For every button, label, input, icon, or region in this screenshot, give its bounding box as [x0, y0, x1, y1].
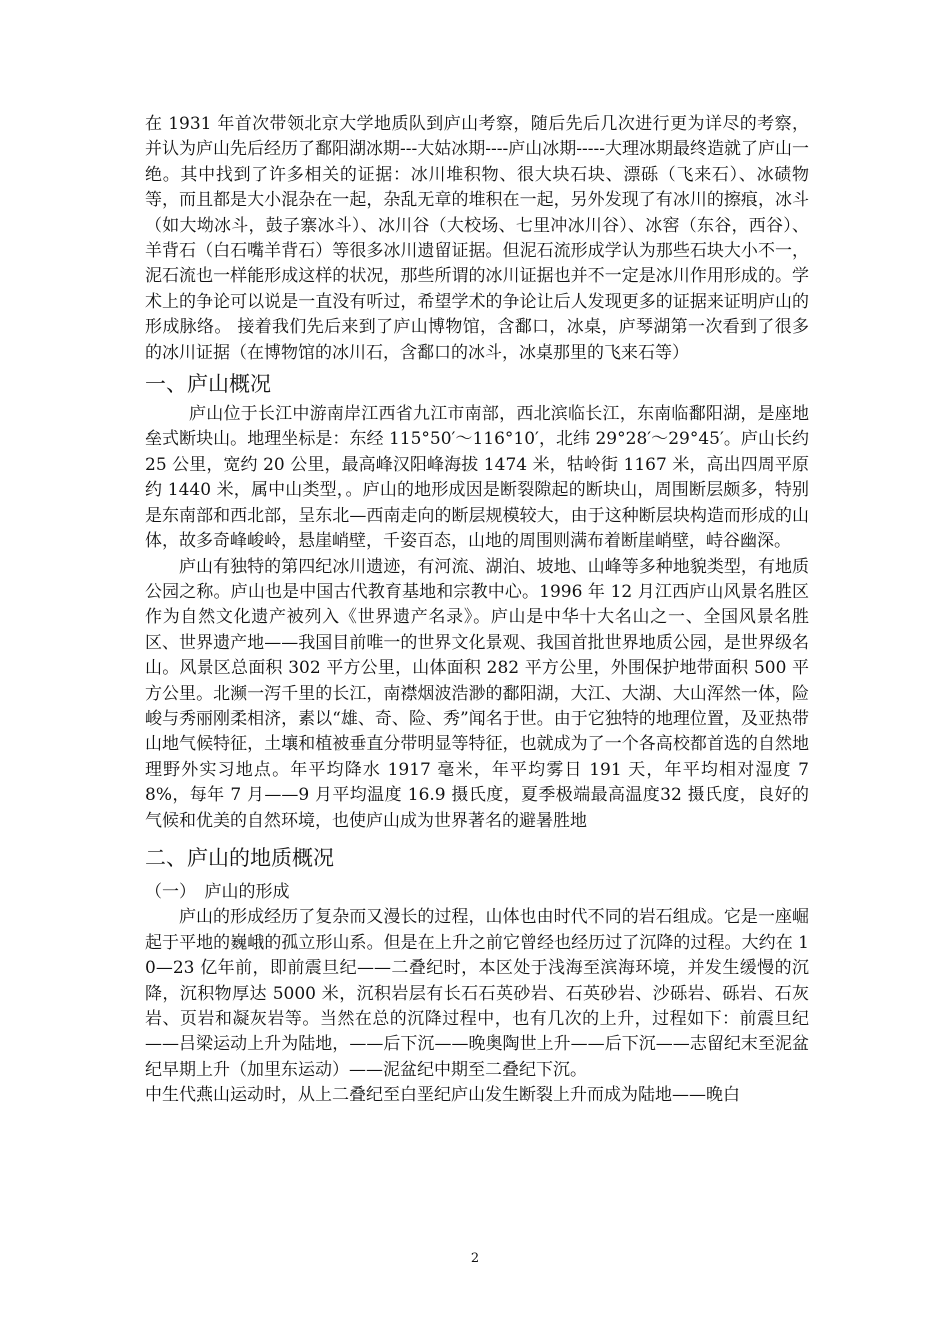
intro-paragraph: 在 1931 年首次带领北京大学地质队到庐山考察，随后先后几次进行更为详尽的考察，并认为庐山先后经历了鄱阳湖冰期---大姑冰期----庐山冰期-----大理冰期最终造就了庐山一绝。其中找到了许多相关的证据：冰川堆积物、很大块石块、漂砾（飞来石）、冰碛物等，而且都是大小混杂在一起，杂乱无章的堆积在一起，另外发现了有冰川的擦痕，冰斗（如大坳冰斗，鼓子寨冰斗）、冰川谷（大校场、七里冲冰川谷）、冰窖（东谷，西谷）、羊背石（白石嘴羊背石）等很多冰川遗留证据。但泥石流形成学认为那些石块大小不一，泥石流也一样能形成这样的状况，那些所谓的冰川证据也并不一定是冰川作用形成的。学术上的争论可以说是一直没有听过，希望学术的争论让后人发现更多的证据来证明庐山的形成脉络。 接着我们先后来到了庐山博物馆，含鄱口，冰桌，庐琴湖第一次看到了很多的冰川证据（在博物馆的冰川石，含鄱口的冰斗，冰桌那里的飞来石等） [145, 114, 809, 363]
page-number: 2 [470, 1251, 480, 1266]
section-1-paragraph-2: 庐山有独特的第四纪冰川遗迹，有河流、湖泊、坡地、山峰等多种地貌类型，有地质公园之称。庐山也是中国古代教育基地和宗教中心。1996 年 12 月江西庐山风景名胜区作为自然文化遗产被列入《世界遗产名录》。庐山是中华十大名山之一、全国风景名胜区、世界遗产地——我国目前唯一的世界文化景观、我国首批世界地质公园，是世界级名山。风景区总面积 302 平方公里，山体面积 282 平方公里，外围保护地带面积 500 平方公里。北濒一泻千里的长江，南襟烟波浩渺的鄱阳湖，大江、大湖、大山浑然一体，险峻与秀丽刚柔相济，素以“雄、奇、险、秀”闻名于世。由于它独特的地理位置，及亚热带山地气候特征，土壤和植被垂直分带明显等特征，也就成为了一个各高校都首选的自然地理野外实习地点。年平均降水 1917 毫米，年平均雾日 191 天，年平均相对湿度 78%，每年 7 月——9 月平均温度 16.9 摄氏度，夏季极端最高温度32 摄氏度，良好的气候和优美的自然环境，也使庐山成为世界著名的避暑胜地 [145, 556, 809, 831]
section-1-paragraph-1: 庐山位于长江中游南岸江西省九江市南部，西北滨临长江，东南临鄱阳湖，是座地垒式断块山。地理坐标是：东经 115°50′～116°10′，北纬 29°28′～29°45′。庐山长约 25 公里，宽约 20 公里，最高峰汉阳峰海拔 1474 米，牯岭街 1167 米，高出四周平原约 1440 米，属中山类型，。庐山的地形成因是断裂隙起的断块山，周围断层颇多，特别是东南部和西北部，呈东北—西南走向的断层规模较大，由于这种断层块构造而形成的山体，故多奇峰峻岭，悬崖峭壁，千姿百态，山地的周围则满布着断崖峭壁，峙谷幽深。 [145, 404, 809, 552]
page-body [145, 112, 809, 1109]
section-1-heading: 一、庐山概况 [145, 372, 271, 397]
section-2-subheading: （一） 庐山的形成 [145, 881, 290, 902]
section-2-paragraph-1: 庐山的形成经历了复杂而又漫长的过程，山体也由时代不同的岩石组成。它是一座崛起于平地的巍峨的孤立形山系。但是在上升之前它曾经也经历过了沉降的过程。大约在 10—23 亿年前，即前震旦纪——二叠纪时，本区处于浅海至滨海环境，并发生缓慢的沉降，沉积物厚达 5000 米，沉积岩层有长石石英砂岩、石英砂岩、沙砾岩、砾岩、石灰岩、页岩和凝灰岩等。当然在总的沉降过程中，也有几次的上升，过程如下：前震旦纪——吕梁运动上升为陆地，——后下沉——晚奥陶世上升——后下沉——志留纪末至泥盆纪早期上升（加里东运动）——泥盆纪中期至二叠纪下沉。 [145, 907, 809, 1080]
section-2-paragraph-2: 中生代燕山运动时，从上二叠纪至白垩纪庐山发生断裂上升而成为陆地——晚白 [145, 1085, 740, 1106]
section-2-heading: 二、庐山的地质概况 [145, 845, 334, 870]
